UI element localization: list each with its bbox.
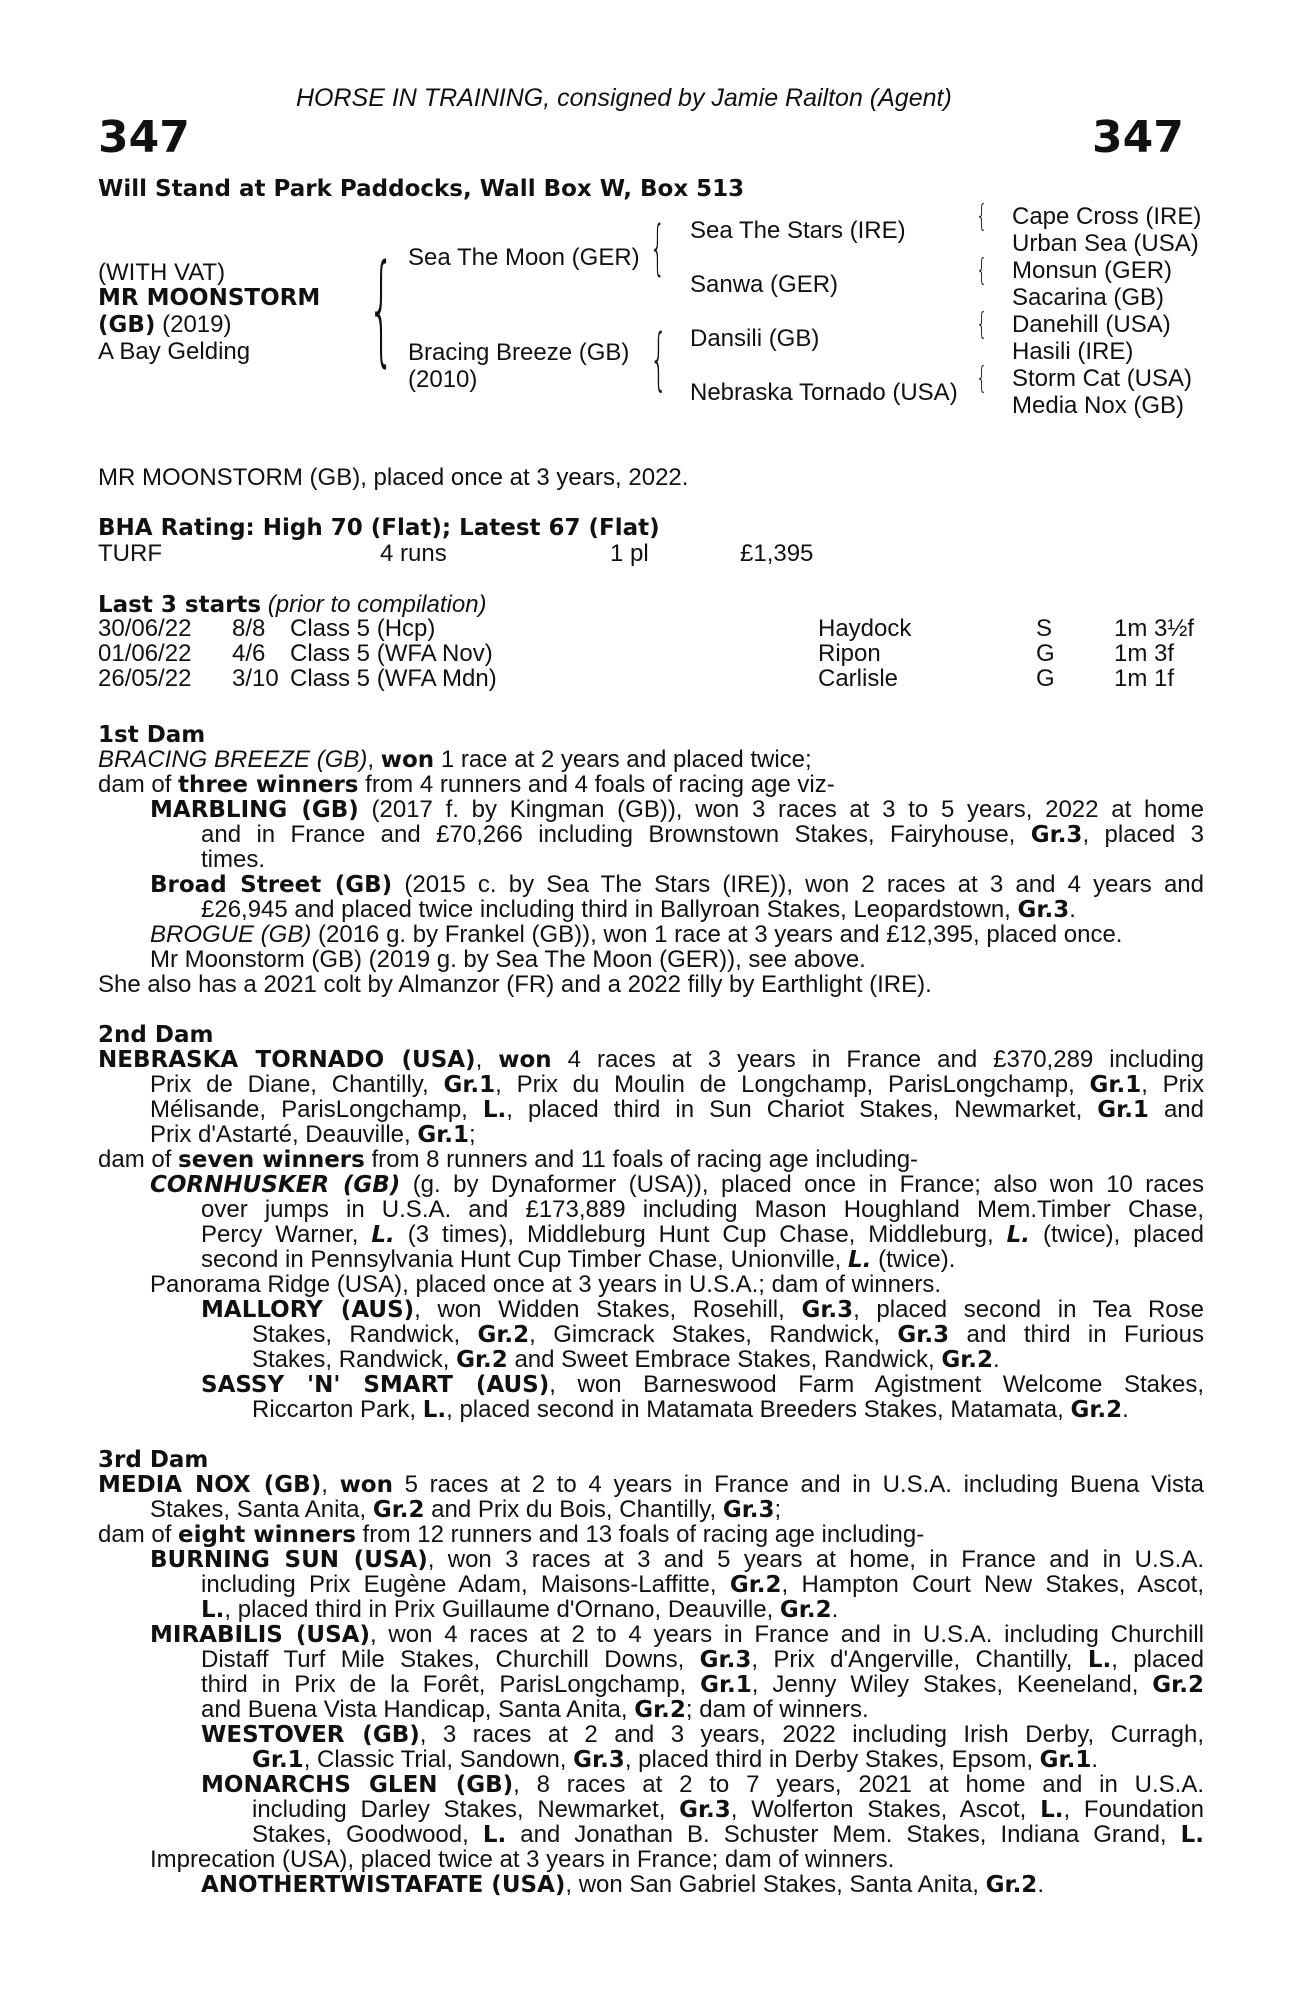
- pedigree-sdd: Sacarina (GB): [1012, 284, 1165, 311]
- start-class: Class 5 (Hcp): [290, 615, 436, 642]
- pedigree-sds: Monsun (GER): [1012, 257, 1173, 284]
- dam2-line2: Prix de Diane, Chantilly, Gr.1, Prix du Moulin de Longchamp, ParisLongchamp, Gr.1, Prix: [150, 1071, 1204, 1098]
- pedigree-brace-main: {: [368, 240, 395, 379]
- start-going: S: [1036, 615, 1053, 642]
- pedigree-brace-ss: {: [976, 199, 988, 234]
- westover-line1: WESTOVER (GB), 3 races at 2 and 3 years, 2022 including Irish Derby, Curragh,: [201, 1721, 1205, 1748]
- mirabilis-line4: and Buena Vista Handicap, Santa Anita, Gr.2; dam of winners.: [201, 1696, 869, 1723]
- lot-number-left: 347: [98, 112, 190, 163]
- rating-surface: TURF: [98, 540, 162, 567]
- dam1-also: She also has a 2021 colt by Almanzor (FR) and a 2022 filly by Earthlight (IRE).: [98, 971, 932, 998]
- pedigree-dds: Storm Cat (USA): [1012, 365, 1193, 392]
- start-position: 3/10: [232, 665, 279, 692]
- lot-number-right: 347: [1092, 112, 1184, 163]
- pedigree-ddd: Media Nox (GB): [1012, 392, 1185, 419]
- pedigree-ssd: Urban Sea (USA): [1012, 230, 1199, 257]
- pedigree-dam-year: (2010): [408, 366, 478, 393]
- dam2-line1: NEBRASKA TORNADO (USA), won 4 races at 3 years in France and £370,289 including: [98, 1046, 1204, 1073]
- dam1-title: 1st Dam: [98, 722, 206, 748]
- brogue-line: BROGUE (GB) (2016 g. by Frankel (GB)), won 1 race at 3 years and £12,395, placed once.: [150, 921, 1123, 948]
- westover-line2: Gr.1, Classic Trial, Sandown, Gr.3, placed third in Derby Stakes, Epsom, Gr.1.: [252, 1746, 1099, 1773]
- pedigree-dss: Danehill (USA): [1012, 311, 1171, 338]
- pedigree-dam-dam: Nebraska Tornado (USA): [690, 379, 958, 406]
- bha-rating: BHA Rating: High 70 (Flat); Latest 67 (Flat): [98, 515, 660, 541]
- mirabilis-line2: Distaff Turf Mile Stakes, Churchill Downs, Gr.3, Prix d'Angerville, Chantilly, L., placed: [201, 1646, 1204, 1673]
- start-date: 30/06/22: [98, 615, 192, 642]
- last-starts-heading: Last 3 starts (prior to compilation): [98, 591, 487, 618]
- cornhusker-line2: over jumps in U.S.A. and £173,889 including Mason Houghland Mem.Timber Chase,: [201, 1196, 1204, 1223]
- monarchs-glen-line3: Stakes, Goodwood, L. and Jonathan B. Schuster Mem. Stakes, Indiana Grand, L.: [252, 1821, 1204, 1848]
- cornhusker-line4: second in Pennsylvania Hunt Cup Timber Chase, Unionville, L. (twice).: [201, 1246, 956, 1273]
- start-position: 8/8: [232, 615, 266, 642]
- dam3-line2: Stakes, Santa Anita, Gr.2 and Prix du Bois, Chantilly, Gr.3;: [150, 1496, 782, 1523]
- start-course: Haydock: [818, 615, 912, 642]
- sassy-line1: SASSY 'N' SMART (AUS), won Barneswood Farm Agistment Welcome Stakes,: [201, 1371, 1205, 1398]
- dam3-line1: MEDIA NOX (GB), won 5 races at 2 to 4 years in France and in U.S.A. including Buena Vista: [98, 1471, 1204, 1498]
- pedigree-brace-dd: {: [976, 361, 988, 396]
- marbling-line3: times.: [201, 846, 266, 873]
- rating-runs: 4 runs: [380, 540, 447, 567]
- mallory-line3: Stakes, Randwick, Gr.2 and Sweet Embrace Stakes, Randwick, Gr.2.: [252, 1346, 1000, 1373]
- rating-placed: 1 pl: [610, 540, 649, 567]
- broad-street-line1: Broad Street (GB) (2015 c. by Sea The Stars (IRE)), won 2 races at 3 and 4 years and: [150, 871, 1204, 898]
- dam2-line5: dam of seven winners from 8 runners and 11 foals of racing age including-: [98, 1146, 919, 1173]
- horse-description: A Bay Gelding: [98, 338, 251, 365]
- monarchs-glen-line2: including Darley Stakes, Newmarket, Gr.3, Wolferton Stakes, Ascot, L., Foundation: [252, 1796, 1204, 1823]
- cornhusker-line1: CORNHUSKER (GB) (g. by Dynaformer (USA)), placed once in France; also won 10 races: [150, 1171, 1204, 1198]
- start-course: Carlisle: [818, 665, 899, 692]
- stand-location: Will Stand at Park Paddocks, Wall Box W, Box 513: [98, 176, 745, 202]
- pedigree-brace-dam: {: [650, 320, 668, 399]
- start-distance: 1m 1f: [1114, 665, 1175, 692]
- panorama-ridge-line: Panorama Ridge (USA), placed once at 3 years in U.S.A.; dam of winners.: [150, 1271, 942, 1298]
- mallory-line1: MALLORY (AUS), won Widden Stakes, Rosehill, Gr.3, placed second in Tea Rose: [201, 1296, 1204, 1323]
- start-position: 4/6: [232, 640, 266, 667]
- start-going: G: [1036, 640, 1055, 667]
- pedigree-sire-dam: Sanwa (GER): [690, 271, 839, 298]
- imprecation-line: Imprecation (USA), placed twice at 3 years in France; dam of winners.: [150, 1846, 895, 1873]
- dam3-title: 3rd Dam: [98, 1447, 209, 1473]
- burning-sun-line2: including Prix Eugène Adam, Maisons-Laffitte, Gr.2, Hampton Court New Stakes, Ascot,: [201, 1571, 1204, 1598]
- mr-moonstorm-line: Mr Moonstorm (GB) (2019 g. by Sea The Moon (GER)), see above.: [150, 946, 866, 973]
- dam2-line3: Mélisande, ParisLongchamp, L., placed third in Sun Chariot Stakes, Newmarket, Gr.1 and: [150, 1096, 1204, 1123]
- start-date: 26/05/22: [98, 665, 192, 692]
- dam2-line4: Prix d'Astarté, Deauville, Gr.1;: [150, 1121, 476, 1148]
- pedigree-dsd: Hasili (IRE): [1012, 338, 1134, 365]
- pedigree-brace-ds: {: [976, 307, 988, 342]
- rating-earnings: £1,395: [740, 540, 814, 567]
- burning-sun-line1: BURNING SUN (USA), won 3 races at 3 and 5 years at home, in France and in U.S.A.: [150, 1546, 1205, 1573]
- pedigree-brace-sd: {: [976, 253, 988, 288]
- marbling-line2: and in France and £70,266 including Brownstown Stakes, Fairyhouse, Gr.3, placed 3: [201, 821, 1204, 848]
- performance-summary: MR MOONSTORM (GB), placed once at 3 years, 2022.: [98, 464, 689, 491]
- monarchs-glen-line1: MONARCHS GLEN (GB), 8 races at 2 to 7 years, 2021 at home and in U.S.A.: [201, 1771, 1204, 1798]
- start-class: Class 5 (WFA Mdn): [290, 665, 497, 692]
- pedigree-dam: Bracing Breeze (GB): [408, 339, 630, 366]
- dam1-line1: BRACING BREEZE (GB), won 1 race at 2 years and placed twice;: [98, 746, 812, 773]
- pedigree-brace-sire: {: [650, 213, 666, 283]
- mirabilis-line1: MIRABILIS (USA), won 4 races at 2 to 4 years in France and in U.S.A. including Churchill: [150, 1621, 1204, 1648]
- mirabilis-line3: third in Prix de la Forêt, ParisLongchamp, Gr.1, Jenny Wiley Stakes, Keeneland, Gr.2: [201, 1671, 1204, 1698]
- dam3-line3: dam of eight winners from 12 runners and 13 foals of racing age including-: [98, 1521, 925, 1548]
- mallory-line2: Stakes, Randwick, Gr.2, Gimcrack Stakes, Randwick, Gr.3 and third in Furious: [252, 1321, 1204, 1348]
- anothertwistafate-line: ANOTHERTWISTAFATE (USA), won San Gabriel Stakes, Santa Anita, Gr.2.: [201, 1871, 1044, 1898]
- burning-sun-line3: L., placed third in Prix Guillaume d'Ornano, Deauville, Gr.2.: [201, 1596, 839, 1623]
- horse-origin-year: (GB) (2019): [98, 311, 232, 338]
- start-class: Class 5 (WFA Nov): [290, 640, 493, 667]
- start-distance: 1m 3½f: [1114, 615, 1195, 642]
- dam2-title: 2nd Dam: [98, 1022, 214, 1048]
- start-distance: 1m 3f: [1114, 640, 1175, 667]
- marbling-line1: MARBLING (GB) (2017 f. by Kingman (GB)), won 3 races at 3 to 5 years, 2022 at home: [150, 796, 1204, 823]
- start-going: G: [1036, 665, 1055, 692]
- start-date: 01/06/22: [98, 640, 192, 667]
- pedigree-sire: Sea The Moon (GER): [408, 244, 640, 271]
- pedigree-sss: Cape Cross (IRE): [1012, 203, 1202, 230]
- broad-street-line2: £26,945 and placed twice including third in Ballyroan Stakes, Leopardstown, Gr.3.: [201, 896, 1076, 923]
- sassy-line2: Riccarton Park, L., placed second in Matamata Breeders Stakes, Matamata, Gr.2.: [252, 1396, 1129, 1423]
- consignment-header: HORSE IN TRAINING, consigned by Jamie Railton (Agent): [296, 84, 952, 112]
- cornhusker-line3: Percy Warner, L. (3 times), Middleburg Hunt Cup Chase, Middleburg, L. (twice), placed: [201, 1221, 1204, 1248]
- pedigree-sire-sire: Sea The Stars (IRE): [690, 217, 906, 244]
- pedigree-dam-sire: Dansili (GB): [690, 325, 820, 352]
- dam1-line2: dam of three winners from 4 runners and 4 foals of racing age viz-: [98, 771, 835, 798]
- vat-note: (WITH VAT): [98, 259, 226, 286]
- start-course: Ripon: [818, 640, 881, 667]
- horse-name: MR MOONSTORM: [98, 285, 321, 311]
